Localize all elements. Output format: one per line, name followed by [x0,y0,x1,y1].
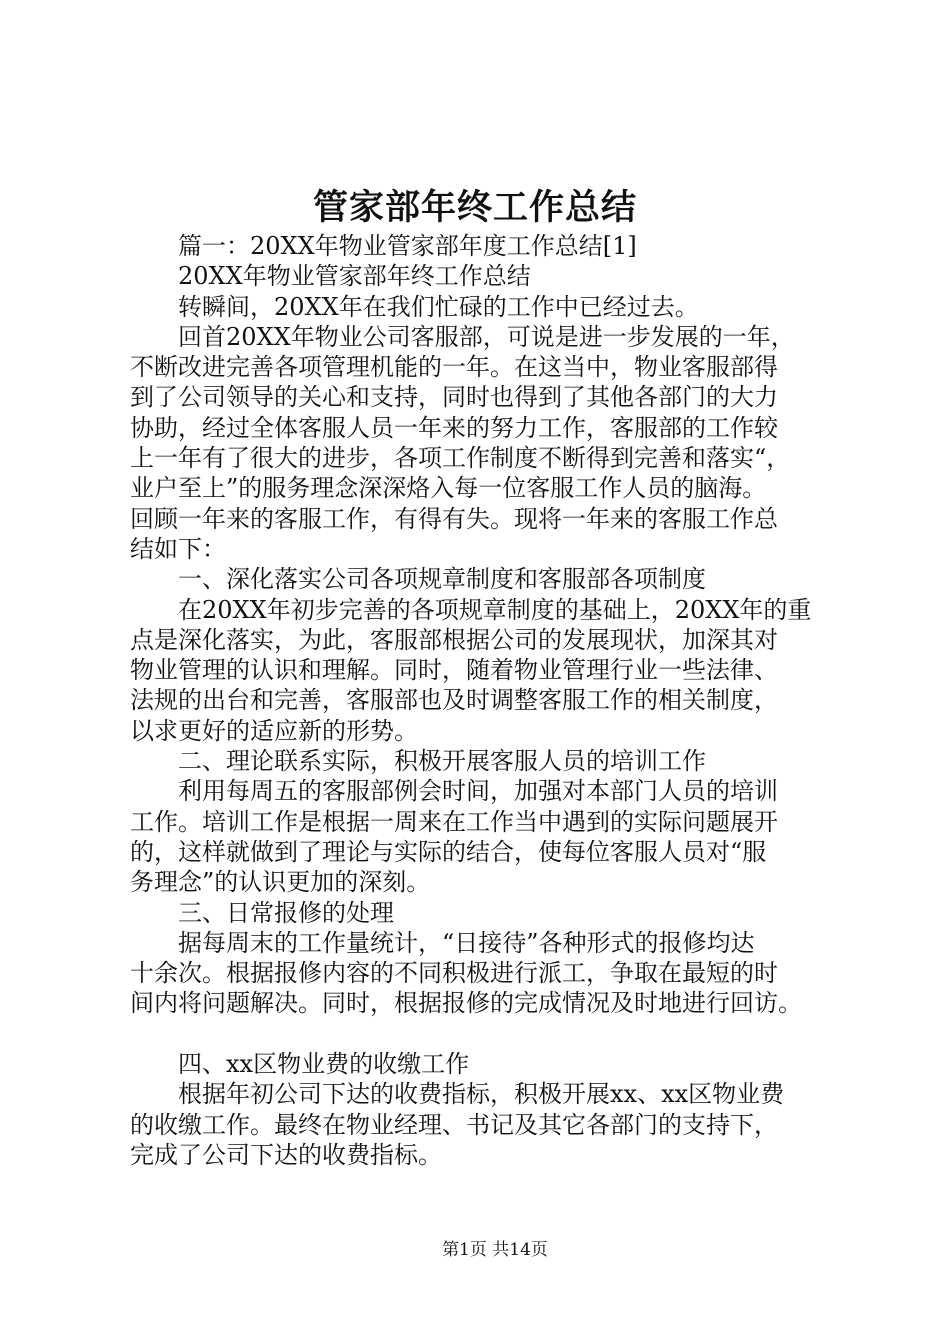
section-heading: 二、理论联系实际，积极开展客服人员的培训工作 [178,747,706,776]
document-title: 管家部年终工作总结 [312,188,637,228]
paragraph-line: 利用每周五的客服部例会时间，加强对本部门人员的培训 [178,777,778,806]
document-body [130,231,850,1170]
page-footer: 第1页 共14页 [442,1240,548,1260]
blank-line [130,1019,850,1049]
paragraph-line: 的收缴工作。最终在物业经理、书记及其它各部门的支持下， [130,1110,778,1139]
section-heading: 一、深化落实公司各项规章制度和客服部各项制度 [178,565,706,594]
paragraph-line: 法规的出台和完善，客服部也及时调整客服工作的相关制度， [130,686,778,715]
paragraph-line: 以求更好的适应新的形势。 [130,716,418,745]
paragraph-line: 上一年有了很大的进步，各项工作制度不断得到完善和落实“， [130,444,791,473]
paragraph-line: 据每周末的工作量统计，“日接待”各种形式的报修均达 [178,928,755,957]
paragraph-line: 结如下： [130,534,226,563]
paragraph-line: 点是深化落实，为此，客服部根据公司的发展现状，加深其对 [130,625,778,654]
paragraph-line: 工作。培训工作是根据一周来在工作当中遇到的实际问题展开 [130,807,778,836]
paragraph-line: 间内将问题解决。同时，根据报修的完成情况及时地进行回访。 [130,989,802,1018]
paragraph-line: 到了公司领导的关心和支持，同时也得到了其他各部门的大力 [130,383,778,412]
section-heading: 三、日常报修的处理 [178,898,394,927]
section-heading: 四、xx区物业费的收缴工作 [178,1050,470,1079]
paragraph-line: 十余次。根据报修内容的不同积极进行派工，争取在最短的时 [130,959,778,988]
paragraph-line: 回首20XX年物业公司客服部，可说是进一步发展的一年， [178,322,795,351]
paragraph-line: 物业管理的认识和理解。同时，随着物业管理行业一些法律、 [130,656,778,685]
paragraph-line: 的，这样就做到了理论与实际的结合，使每位客服人员对“服 [130,837,767,866]
article-subtitle: 20XX年物业管家部年终工作总结 [178,262,531,291]
paragraph-line: 根据年初公司下达的收费指标，积极开展xx、xx区物业费 [178,1080,785,1109]
paragraph-line: 完成了公司下达的收费指标。 [130,1140,442,1169]
paragraph-line: 协助，经过全体客服人员一年来的努力工作，客服部的工作较 [130,413,778,442]
paragraph-line: 转瞬间，20XX年在我们忙碌的工作中已经过去。 [178,292,699,321]
paragraph-line: 务理念”的认识更加的深刻。 [130,868,431,897]
paragraph-line: 在20XX年初步完善的各项规章制度的基础上，20XX年的重 [178,595,812,624]
article-heading: 篇一：20XX年物业管家部年度工作总结[1] [178,232,637,260]
paragraph-line: 回顾一年来的客服工作，有得有失。现将一年来的客服工作总 [130,504,778,533]
paragraph-line: 不断改进完善各项管理机能的一年。在这当中，物业客服部得 [130,353,778,382]
paragraph-line: 业户至上”的服务理念深深烙入每一位客服工作人员的脑海。 [130,474,767,503]
